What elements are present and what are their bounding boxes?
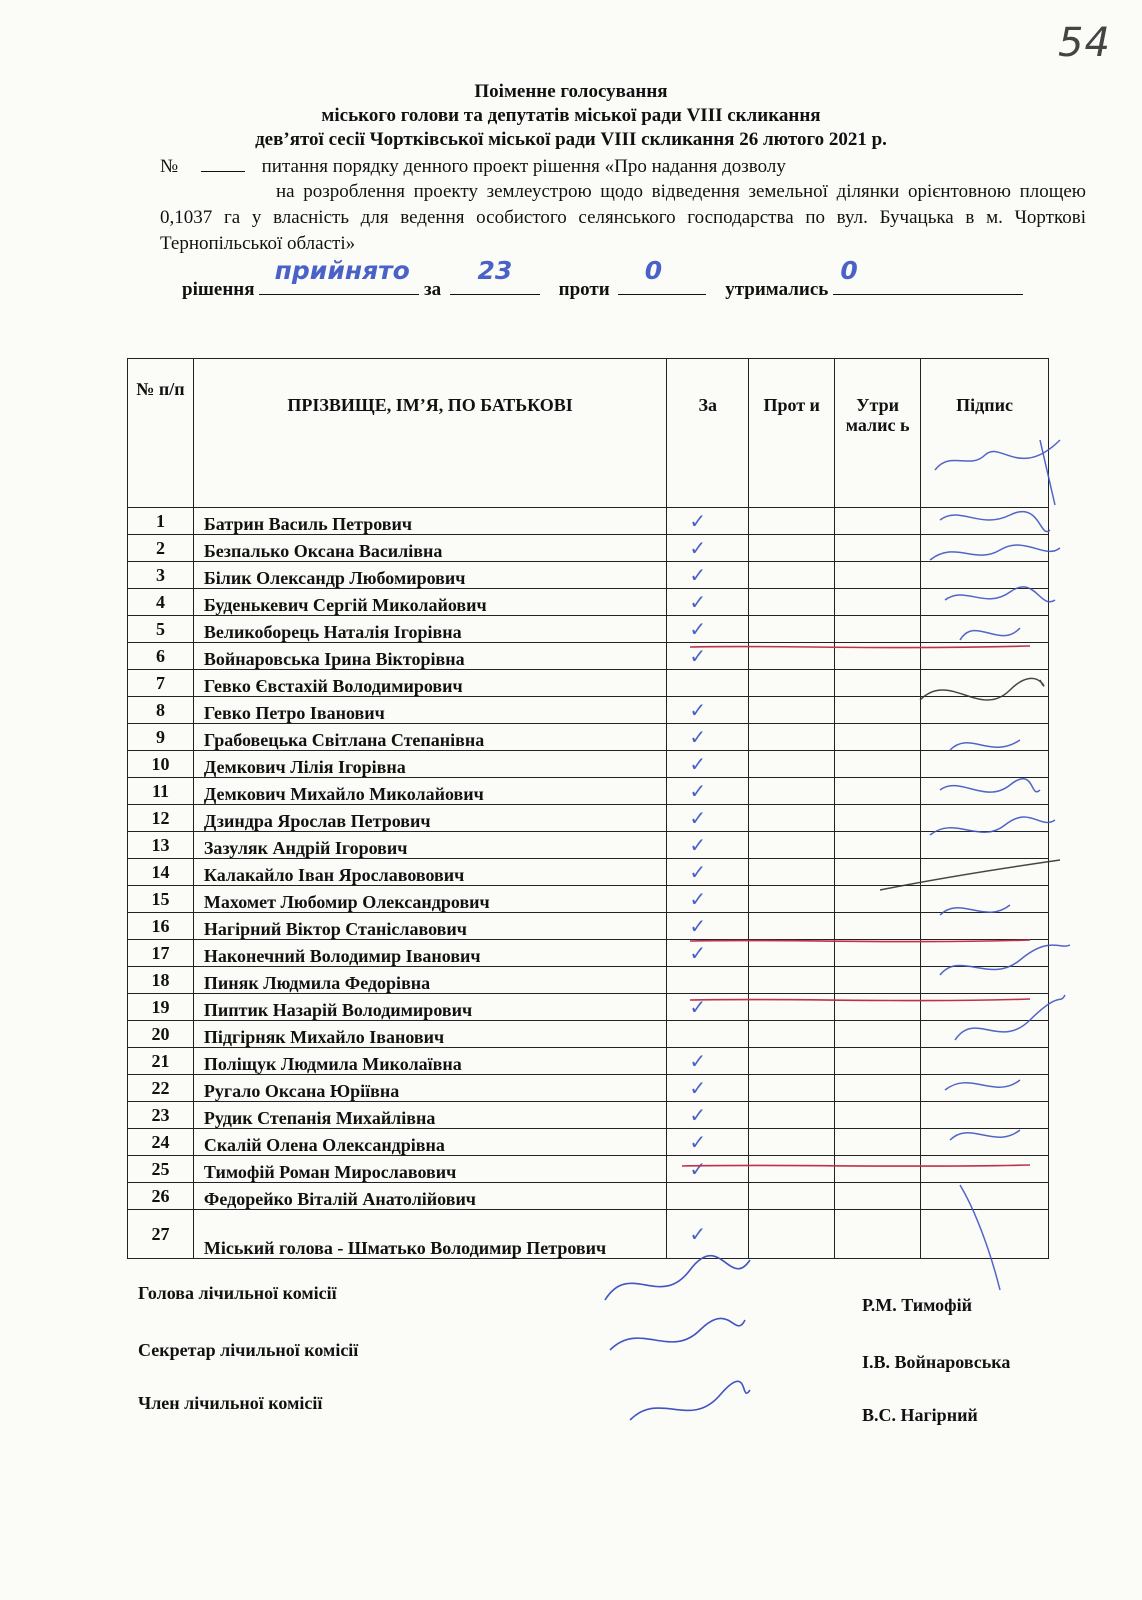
signature-cell [921,1021,1049,1048]
vote-za-mark: ✓ [667,535,749,562]
vote-za-mark: ✓ [667,1129,749,1156]
vote-za-mark: ✓ [667,697,749,724]
member-name: Буденькевич Сергій Миколайович [193,589,666,616]
signature-cell [921,940,1049,967]
vote-proty-cell [749,1183,835,1210]
signature-scribble [610,1318,745,1350]
doc-subtitle-2: дев’ятої сесії Чортківської міської ради VIII скликання 26 лютого 2021 р. [255,129,887,150]
vote-utr-cell [835,1129,921,1156]
vote-utr-cell [835,778,921,805]
vote-za-mark [667,1021,749,1048]
member-name: Пиняк Людмила Федорівна [193,967,666,994]
vote-za-mark: ✓ [667,643,749,670]
vote-proty-cell [749,562,835,589]
vote-utr-cell [835,535,921,562]
row-number: 27 [128,1210,194,1259]
row-number: 22 [128,1075,194,1102]
table-row [128,1075,1049,1102]
member-name: Демкович Лілія Ігорівна [193,751,666,778]
table-row [128,535,1049,562]
commission-role-3: Член лічильної комісії [138,1393,323,1413]
row-number: 8 [128,697,194,724]
member-name: Підгірняк Михайло Іванович [193,1021,666,1048]
vote-za-mark: ✓ [667,508,749,535]
commission-signatures [605,1256,750,1420]
vote-utr-cell [835,697,921,724]
member-name: Скалій Олена Олександрівна [193,1129,666,1156]
row-number: 24 [128,1129,194,1156]
row-number: 4 [128,589,194,616]
signature-scribble [605,1256,750,1300]
table-row [128,805,1049,832]
vote-proty-cell [749,1048,835,1075]
vote-proty-cell [749,670,835,697]
row-number: 21 [128,1048,194,1075]
page-number: 54 [1058,20,1111,66]
row-number: 2 [128,535,194,562]
signature-cell [921,643,1049,670]
vote-utr-cell [835,562,921,589]
vote-za-mark: ✓ [667,1156,749,1183]
table-row [128,859,1049,886]
member-name: Білик Олександр Любомирович [193,562,666,589]
signature-cell [921,1183,1049,1210]
vote-utr-cell [835,589,921,616]
vote-utr-cell [835,940,921,967]
member-name: Войнаровська Ірина Вікторівна [193,643,666,670]
vote-za-mark: ✓ [667,589,749,616]
member-name: Батрин Василь Петрович [193,508,666,535]
row-number: 3 [128,562,194,589]
question-text-1: питання порядку денного проект рішення «Про надання дозволу [261,156,786,177]
vote-za-mark: ✓ [667,751,749,778]
table-row [128,940,1049,967]
member-name: Тимофій Роман Мирославович [193,1156,666,1183]
vote-za-mark: ✓ [667,616,749,643]
vote-za-mark: ✓ [667,859,749,886]
signature-cell [921,1156,1049,1183]
signature-cell [921,1102,1049,1129]
vote-proty-cell [749,886,835,913]
member-name: Зазуляк Андрій Ігорович [193,832,666,859]
member-name: Дзиндра Ярослав Петрович [193,805,666,832]
signature-cell [921,670,1049,697]
table-row [128,616,1049,643]
signature-cell [921,994,1049,1021]
signature-cell [921,859,1049,886]
vote-utr-cell [835,913,921,940]
row-number: 18 [128,967,194,994]
signature-cell [921,913,1049,940]
vote-proty-cell [749,643,835,670]
vote-proty-cell [749,967,835,994]
decision-label: рішення [182,279,255,300]
member-name: Махомет Любомир Олександрович [193,886,666,913]
signature-cell [921,1048,1049,1075]
signature-scribble [630,1381,750,1420]
member-name: Міський голова - Шматько Володимир Петрович [193,1210,666,1259]
vote-utr-cell [835,994,921,1021]
member-name: Грабовецька Світлана Степанівна [193,724,666,751]
vote-proty-cell [749,724,835,751]
row-number: 7 [128,670,194,697]
vote-proty-cell [749,1129,835,1156]
signature-cell [921,535,1049,562]
row-number: 25 [128,1156,194,1183]
proty-count: 0 [644,256,663,285]
signature-cell [921,589,1049,616]
col-header-sign: Підпис [921,359,1049,508]
table-row [128,562,1049,589]
table-header-row [128,359,1049,508]
vote-proty-cell [749,589,835,616]
member-name: Демкович Михайло Миколайович [193,778,666,805]
col-header-num: № п/п [128,359,194,508]
member-name: Федорейко Віталій Анатолійович [193,1183,666,1210]
vote-proty-cell [749,751,835,778]
row-number: 20 [128,1021,194,1048]
signature-cell [921,1075,1049,1102]
vote-utr-cell [835,886,921,913]
table-row [128,508,1049,535]
member-name: Поліщук Людмила Миколаївна [193,1048,666,1075]
vote-utr-cell [835,1102,921,1129]
vote-utr-cell [835,1021,921,1048]
table-row [128,994,1049,1021]
vote-utr-cell [835,832,921,859]
signature-cell [921,751,1049,778]
table-row [128,913,1049,940]
signature-cell [921,778,1049,805]
vote-proty-cell [749,859,835,886]
doc-title: Поіменне голосування [474,81,668,102]
row-number: 14 [128,859,194,886]
vote-proty-cell [749,994,835,1021]
signature-cell [921,1129,1049,1156]
signature-cell [921,805,1049,832]
za-count: 23 [477,256,513,285]
proty-label: проти [558,279,610,300]
vote-proty-cell [749,940,835,967]
vote-utr-cell [835,1183,921,1210]
signature-cell [921,508,1049,535]
col-header-name: ПРІЗВИЩЕ, ІМ’Я, ПО БАТЬКОВІ [193,359,666,508]
vote-proty-cell [749,508,835,535]
vote-utr-cell [835,1075,921,1102]
signature-cell [921,616,1049,643]
member-name: Великоборець Наталія Ігорівна [193,616,666,643]
vote-utr-cell [835,724,921,751]
member-name: Нагірний Віктор Станіславович [193,913,666,940]
vote-utr-cell [835,670,921,697]
row-number: 15 [128,886,194,913]
vote-utr-cell [835,967,921,994]
col-header-proty: Прот и [749,359,835,508]
vote-za-mark: ✓ [667,778,749,805]
table-row [128,643,1049,670]
za-label: за [424,279,442,300]
table-row [128,832,1049,859]
vote-proty-cell [749,805,835,832]
table-row [128,589,1049,616]
member-name: Гевко Петро Іванович [193,697,666,724]
utr-label: утримались [725,279,829,300]
row-number: 1 [128,508,194,535]
signature-cell [921,832,1049,859]
row-number: 17 [128,940,194,967]
proty-blank [618,256,706,295]
member-name: Безпалько Оксана Василівна [193,535,666,562]
row-number: 6 [128,643,194,670]
question-body: на розроблення проекту землеустрою щодо відведення земельної ділянки орієнтовною площею 0,1037 га у власність для ведення особистого селянського господарства по вул. Бучацька в м. Чорткові Тернопільської області» [160,181,1086,254]
row-number: 16 [128,913,194,940]
table-row [128,1156,1049,1183]
za-blank [450,256,540,295]
vote-utr-cell [835,751,921,778]
signature-cell [921,562,1049,589]
table-row [128,967,1049,994]
vote-utr-cell [835,805,921,832]
member-name: Наконечний Володимир Іванович [193,940,666,967]
vote-za-mark: ✓ [667,994,749,1021]
member-name: Калакайло Іван Ярославовович [193,859,666,886]
question-first-line [160,153,786,180]
utr-count: 0 [840,256,858,285]
table-row [128,1021,1049,1048]
vote-utr-cell [835,1156,921,1183]
commission-name-1: Р.М. Тимофій [862,1295,973,1315]
number-sign: № [160,156,179,177]
vote-utr-cell [835,508,921,535]
vote-proty-cell [749,1210,835,1259]
commission-role-1: Голова лічильної комісії [138,1283,337,1303]
signature-cell [921,1210,1049,1259]
signature-cell [921,886,1049,913]
table-row [128,670,1049,697]
row-number: 9 [128,724,194,751]
vote-proty-cell [749,1075,835,1102]
vote-utr-cell [835,859,921,886]
table-row [128,724,1049,751]
vote-za-mark [667,670,749,697]
table-row [128,1102,1049,1129]
vote-proty-cell [749,697,835,724]
commission-role-2: Секретар лічильної комісії [138,1340,359,1360]
question-number-blank [201,153,245,172]
member-name: Гевко Євстахій Володимирович [193,670,666,697]
vote-proty-cell [749,1102,835,1129]
member-name: Рудик Степанія Михайлівна [193,1102,666,1129]
vote-utr-cell [835,1210,921,1259]
table-row [128,1210,1049,1259]
col-header-za: За [667,359,749,508]
member-name: Пиптик Назарій Володимирович [193,994,666,1021]
utr-blank [833,256,1023,295]
table-row [128,886,1049,913]
table-row [128,751,1049,778]
vote-za-mark: ✓ [667,805,749,832]
decision-blank [259,256,419,295]
row-number: 13 [128,832,194,859]
commission-name-2: І.В. Войнаровська [862,1352,1011,1372]
decision-line [182,256,1023,303]
vote-za-mark: ✓ [667,1210,749,1259]
vote-proty-cell [749,832,835,859]
vote-za-mark: ✓ [667,886,749,913]
vote-za-mark: ✓ [667,724,749,751]
table-row [128,697,1049,724]
row-number: 11 [128,778,194,805]
table-row [128,1183,1049,1210]
row-number: 12 [128,805,194,832]
signature-cell [921,697,1049,724]
vote-za-mark: ✓ [667,1102,749,1129]
vote-proty-cell [749,1156,835,1183]
doc-subtitle-1: міського голови та депутатів міської ради VIII скликання [321,105,821,126]
row-number: 23 [128,1102,194,1129]
table-row [128,1129,1049,1156]
vote-za-mark: ✓ [667,1075,749,1102]
signature-cell [921,724,1049,751]
vote-utr-cell [835,643,921,670]
row-number: 5 [128,616,194,643]
vote-proty-cell [749,1021,835,1048]
col-header-utr: Утри малис ь [835,359,921,508]
table-row [128,1048,1049,1075]
vote-proty-cell [749,913,835,940]
table-row [128,778,1049,805]
vote-za-mark: ✓ [667,832,749,859]
decision-value: прийнято [274,256,410,285]
vote-za-mark: ✓ [667,1048,749,1075]
vote-za-mark: ✓ [667,562,749,589]
vote-proty-cell [749,616,835,643]
vote-za-mark [667,967,749,994]
vote-za-mark: ✓ [667,940,749,967]
voting-table [127,358,1049,1259]
signature-cell [921,967,1049,994]
vote-proty-cell [749,535,835,562]
member-name: Ругало Оксана Юріївна [193,1075,666,1102]
vote-za-mark [667,1183,749,1210]
vote-proty-cell [749,778,835,805]
row-number: 19 [128,994,194,1021]
row-number: 26 [128,1183,194,1210]
vote-utr-cell [835,616,921,643]
row-number: 10 [128,751,194,778]
vote-utr-cell [835,1048,921,1075]
vote-za-mark: ✓ [667,913,749,940]
commission-name-3: В.С. Нагірний [862,1405,978,1425]
